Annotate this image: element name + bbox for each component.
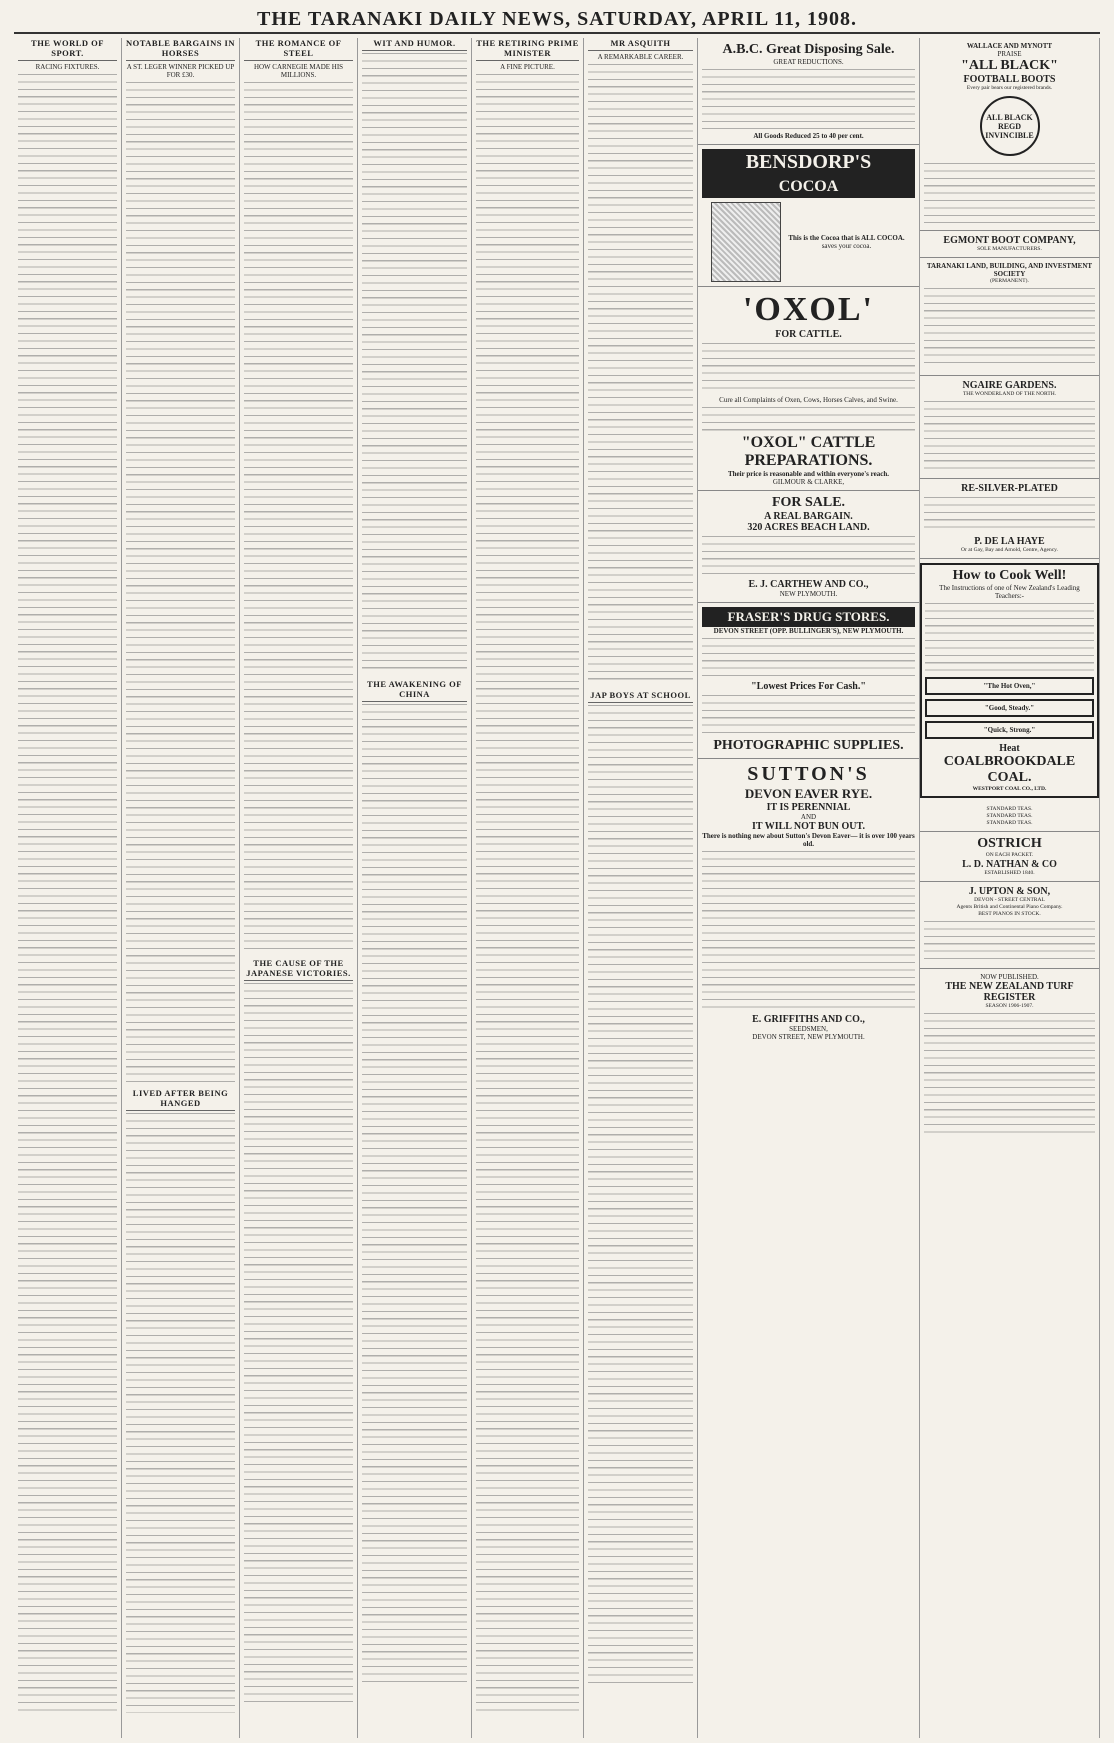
column-heading: NOTABLE BARGAINS IN HORSES xyxy=(126,38,235,61)
cocoa-tin-image xyxy=(711,202,781,282)
ad-subtitle: (PERMANENT). xyxy=(990,278,1029,284)
ad-text: Cure all Complaints of Oxen, Cows, Horses Calves, and Swine. xyxy=(719,396,898,404)
ad-title: J. UPTON & SON, xyxy=(968,886,1051,897)
ad-title: SUTTON'S xyxy=(747,763,870,785)
ad-text: Every pair bears our registered brands. xyxy=(966,85,1053,91)
ad-text: IT WILL NOT BUN OUT. xyxy=(752,821,865,832)
ad-subtitle: DEVON EAVER RYE. xyxy=(744,786,873,801)
column-heading: THE WORLD OF SPORT. xyxy=(18,38,117,61)
ad-text: STANDARD TEAS. xyxy=(986,820,1033,826)
ad-text: PHOTOGRAPHIC SUPPLIES. xyxy=(713,738,904,753)
ad-subtitle: GREAT REDUCTIONS. xyxy=(773,58,844,66)
sutton-ad xyxy=(698,759,919,1045)
ad-text: E. GRIFFITHS AND CO., xyxy=(752,1014,865,1025)
ad-text: PRAISE xyxy=(997,50,1022,58)
column-asquith xyxy=(584,38,698,1738)
ad-text: "The Hot Oven," xyxy=(925,677,1094,695)
ad-text: STANDARD TEAS. xyxy=(986,813,1033,819)
ad-text: BEST PIANOS IN STOCK. xyxy=(978,911,1041,917)
ad-text: E. J. CARTHEW AND CO., xyxy=(748,579,869,590)
ad-text: Heat xyxy=(999,743,1020,754)
ad-title: 'OXOL' xyxy=(742,291,875,328)
all-black-logo: ALL BLACK REGD INVINCIBLE xyxy=(980,96,1040,156)
ad-text: WESTPORT COAL CO., LTD. xyxy=(972,786,1047,792)
ad-text: 320 ACRES BEACH LAND. xyxy=(747,522,870,533)
masthead xyxy=(14,4,1100,34)
abc-sale-ad xyxy=(698,38,919,145)
ad-text: There is nothing new about Sutton's Devon Eaver— it is over 100 years old. xyxy=(702,832,915,848)
ad-text: ESTABLISHED 1840. xyxy=(984,870,1035,876)
column-body xyxy=(244,82,353,952)
ad-text: SEEDSMEN, xyxy=(789,1025,828,1033)
ad-title: A.B.C. Great Disposing Sale. xyxy=(722,42,895,57)
ad-text: COALBROOKDALE COAL. xyxy=(943,754,1076,785)
ad-text: L. D. NATHAN & CO xyxy=(962,859,1057,870)
ad-subtitle: FOR CATTLE. xyxy=(775,329,842,340)
ad-subtitle: THE WONDERLAND OF THE NORTH. xyxy=(962,391,1057,397)
ostrich-ad xyxy=(920,832,1099,882)
ad-title: RE-SILVER-PLATED xyxy=(961,483,1058,494)
ad-subtitle: A REAL BARGAIN. xyxy=(764,511,853,522)
re-silver-plated-ad xyxy=(920,479,1099,559)
column-body xyxy=(476,74,579,1714)
section-body xyxy=(362,704,467,1684)
ad-subtitle: COCOA xyxy=(702,176,915,198)
ad-text: NEW PLYMOUTH. xyxy=(779,590,838,598)
cook-well-ad xyxy=(920,563,1099,798)
ad-title: FOR SALE. xyxy=(771,495,846,510)
turf-register-ad xyxy=(920,969,1099,1140)
wallace-mynott-ad xyxy=(920,38,1099,231)
fraser-drug-ad xyxy=(698,603,919,759)
column-subheading: A REMARKABLE CAREER. xyxy=(597,53,684,61)
ad-text: This is the Cocoa that is ALL COCOA. xyxy=(788,234,905,242)
ad-text: "Lowest Prices For Cash." xyxy=(751,681,866,692)
ad-text: P. DE LA HAYE xyxy=(974,536,1045,547)
column-wit xyxy=(358,38,472,1738)
ad-subtitle: THE NEW ZEALAND TURF REGISTER xyxy=(945,981,1074,1003)
column-body xyxy=(362,53,467,673)
column-heading: MR ASQUITH xyxy=(588,38,693,51)
ad-text: GILMOUR & CLARKE, xyxy=(772,478,845,486)
ads-column-right xyxy=(920,38,1100,1738)
standard-teas-ad xyxy=(920,802,1099,832)
column-heading: WIT AND HUMOR. xyxy=(362,38,467,51)
ad-text: "Good, Steady." xyxy=(925,699,1094,717)
ad-title: TARANAKI LAND, BUILDING, AND INVESTMENT SOCIETY xyxy=(926,262,1093,278)
column-horses xyxy=(122,38,240,1738)
ad-text: SEASON 1906-1907. xyxy=(985,1003,1034,1009)
ad-title: How to Cook Well! xyxy=(952,568,1067,583)
column-body xyxy=(588,64,693,684)
land-building-ad xyxy=(920,258,1099,376)
ad-title: OSTRICH xyxy=(977,836,1042,851)
column-subheading: HOW CARNEGIE MADE HIS MILLIONS. xyxy=(253,63,344,79)
ad-text: AND xyxy=(800,813,817,821)
bensdorp-cocoa-ad xyxy=(698,145,919,287)
section-heading: LIVED AFTER BEING HANGED xyxy=(126,1088,235,1111)
ad-subtitle: The Instructions of one of New Zealand's Leading Teachers:- xyxy=(939,584,1080,600)
ad-title: NGAIRE GARDENS. xyxy=(962,380,1057,391)
section-heading: THE AWAKENING OF CHINA xyxy=(362,679,467,702)
ad-text: "ALL BLACK" xyxy=(961,58,1058,73)
column-subheading: RACING FIXTURES. xyxy=(35,63,100,71)
ad-subtitle: DEVON STREET (OPP. BULLINGER'S), NEW PLYMOUTH. xyxy=(713,627,904,635)
ad-subtitle: ON EACH PACKET. xyxy=(985,852,1034,858)
column-body xyxy=(126,82,235,1082)
ads-column-main xyxy=(698,38,920,1738)
column-heading: THE RETIRING PRIME MINISTER xyxy=(476,38,579,61)
ad-text: Or at Gay, Bay and Arnold, Centre, Agency. xyxy=(961,547,1058,553)
ad-title: FRASER'S DRUG STORES. xyxy=(702,607,915,627)
ad-text: IT IS PERENNIAL xyxy=(766,802,851,813)
ad-subtitle: SOLE MANUFACTURERS. xyxy=(977,246,1042,252)
column-subheading: A FINE PICTURE. xyxy=(500,63,555,71)
ad-subtitle: DEVON - STREET CENTRAL xyxy=(974,897,1045,903)
section-body xyxy=(244,983,353,1703)
column-sport xyxy=(14,38,122,1738)
ad-text: Their price is reasonable and within everyone's reach. xyxy=(728,470,889,478)
oxol-ad xyxy=(698,287,919,491)
section-heading: JAP BOYS AT SCHOOL xyxy=(588,690,693,703)
section-body xyxy=(588,705,693,1685)
ad-text: saves your cocoa. xyxy=(821,242,872,250)
column-subheading: A ST. LEGER WINNER PICKED UP FOR £30. xyxy=(126,63,235,79)
ad-title: "OXOL" CATTLE PREPARATIONS. xyxy=(741,434,876,469)
ad-text: "Quick, Strong." xyxy=(925,721,1094,739)
section-body xyxy=(126,1113,235,1713)
for-sale-ad xyxy=(698,491,919,603)
column-body xyxy=(18,74,117,1714)
upton-ad xyxy=(920,882,1099,969)
column-heading: THE ROMANCE OF STEEL xyxy=(244,38,353,61)
ad-title: BENSDORP'S xyxy=(702,149,915,176)
newspaper-title: THE TARANAKI DAILY NEWS, SATURDAY, APRIL 11, 1908. xyxy=(257,8,857,30)
ad-title: NOW PUBLISHED. xyxy=(980,973,1039,981)
ad-footer: All Goods Reduced 25 to 40 per cent. xyxy=(753,132,864,140)
section-heading: THE CAUSE OF THE JAPANESE VICTORIES. xyxy=(244,958,353,981)
ad-text: FOOTBALL BOOTS xyxy=(963,74,1056,85)
ad-title: EGMONT BOOT COMPANY, xyxy=(943,235,1076,246)
column-steel xyxy=(240,38,358,1738)
ad-text: DEVON STREET, NEW PLYMOUTH. xyxy=(752,1033,865,1041)
ad-text: Agents British and Continental Piano Company. xyxy=(956,904,1063,910)
egmont-boot-ad xyxy=(920,231,1099,258)
ngaire-gardens-ad xyxy=(920,376,1099,479)
ad-title: WALLACE AND MYNOTT xyxy=(966,42,1053,50)
column-prime-minister xyxy=(472,38,584,1738)
ad-text: STANDARD TEAS. xyxy=(986,806,1033,812)
